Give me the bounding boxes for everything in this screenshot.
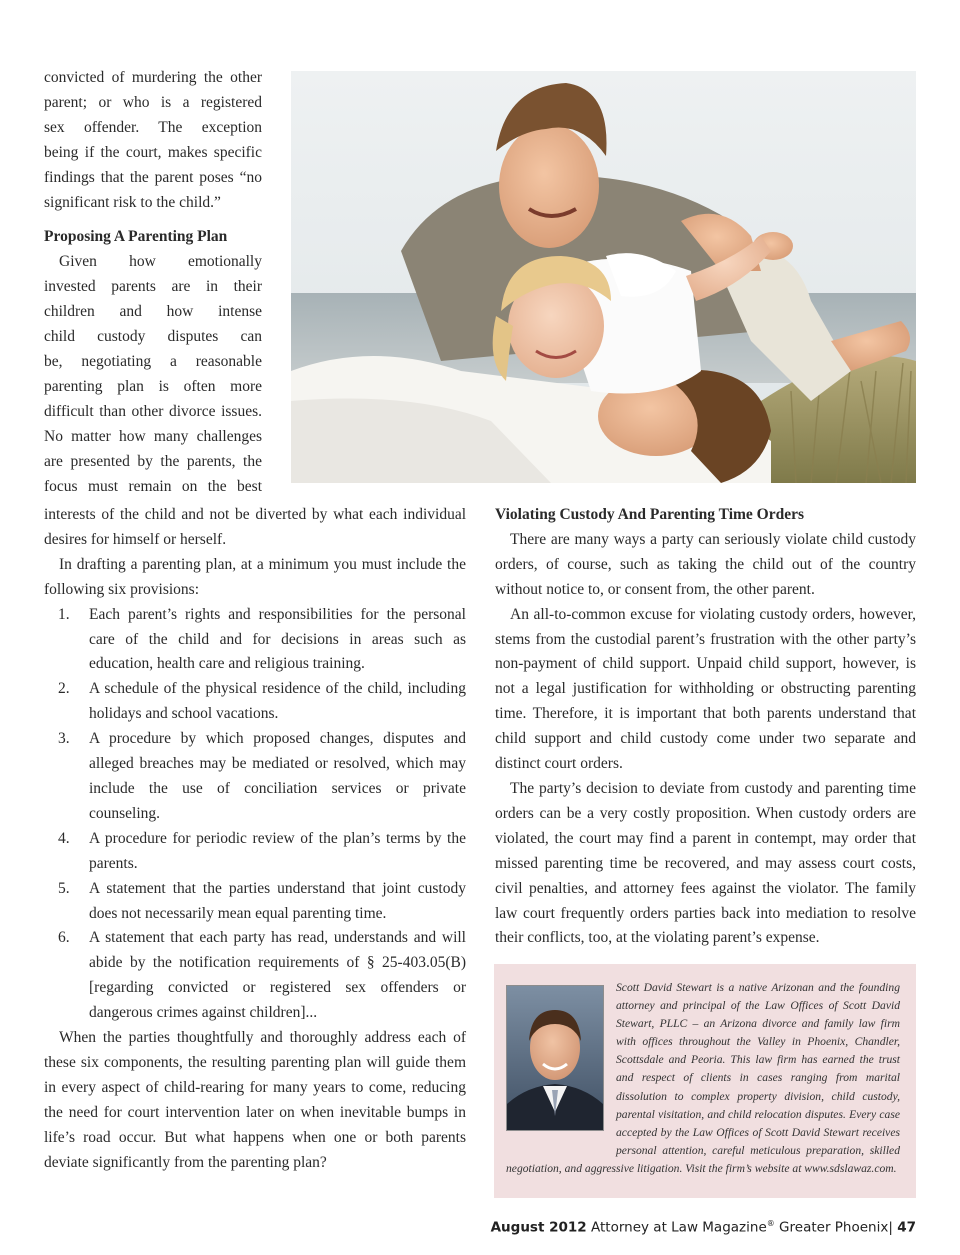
registered-mark: ® [766,1219,775,1228]
text-line: parent; or who is a registered [44,93,262,111]
continuation-paragraph: interests of the child and not be diverted by what each individual desires for himself or herself. [44,506,466,548]
family-photo-illustration [291,71,916,483]
parenting-plan-paragraph [44,250,262,499]
list-item [44,877,466,927]
text-line: No matter how many challenges [44,427,262,445]
text-line: focus must remain on the best [44,477,262,495]
page-number: 47 [897,1219,916,1236]
text-line: sex offender. The exception [44,118,262,136]
list-item [44,727,466,827]
provisions-list [44,603,466,1026]
list-text: A statement that the parties understand that joint custody does not necessarily mean equal parenting time. [89,879,466,922]
text-line: parenting plan is often more [44,377,262,395]
intro-paragraph [44,66,262,215]
section-heading: Violating Custody And Parenting Time Orders [495,506,805,523]
list-item [44,827,466,877]
list-text: A procedure for periodic review of the plan’s terms by the parents. [89,829,466,872]
text-line: difficult than other divorce issues. [44,402,262,420]
list-text: A statement that each party has read, understands and will abide by the notification requirements of § 25-403.05(B) [regarding convicted or registered sex offenders or dangerous crimes against children]... [89,929,466,1022]
issue-date: August 2012 [490,1219,587,1236]
list-text: A schedule of the physical residence of the child, including holidays and school vacations. [89,680,466,723]
family-photo [291,71,916,483]
drafting-paragraph: In drafting a parenting plan, at a minimum you must include the following six provisions: [44,555,466,598]
left-column-lower [44,503,466,1175]
list-number: 4. [58,829,70,847]
list-number: 5. [58,879,70,897]
closing-paragraph: When the parties thoughtfully and thoroughly address each of these six components, the resulting parenting plan will guide them in every aspect of child-rearing for many years to come, reducing the need for court intervention later on when inevitable bumps in life’s road occur. But what happens when one or both parents deviate significantly from the parenting plan? [44,1029,466,1171]
text-line: Given how emotionally [59,253,262,271]
list-text: Each parent’s rights and responsibilities for the personal care of the child and for decisions in areas such as education, health care and religious training. [89,605,466,673]
body-paragraph: There are many ways a party can seriously violate child custody orders, of course, such as taking the child out of the country without notice to, or consent from, the other parent. [495,530,916,598]
author-bio-box [494,964,916,1198]
text-line: convicted of murdering the other [44,69,262,86]
headshot-spacer [506,979,616,1143]
list-item [44,926,466,1026]
magazine-name: Attorney at Law Magazine [591,1219,767,1236]
body-paragraph: An all-to-common excuse for violating custody orders, however, stems from the custodial parent’s frustration with the other party’s non-payment of child support. Unpaid child support, however, is not a legal justification for withholding or obstructing parenting time. Therefore, it is important that both parents understand that child support and child custody come under two separate and distinct court orders. [495,605,916,773]
text-line: child custody disputes can [44,328,262,346]
list-number: 2. [58,680,70,698]
text-line: children and how intense [44,303,262,321]
text-line: invested parents are in their [44,278,262,296]
list-item [44,603,466,678]
list-text: A procedure by which proposed changes, disputes and alleged breaches may be mediated or resolved, which may include the use of conciliation services or private counseling. [89,730,466,822]
list-item [44,677,466,727]
list-number: 1. [58,605,70,623]
page-footer [491,1219,916,1236]
text-line: be, negotiating a reasonable [44,352,262,370]
right-column [495,503,916,951]
text-line: significant risk to the child.” [44,193,221,211]
list-number: 3. [58,730,70,748]
text-line: findings that the parent poses “no [44,168,262,186]
magazine-region: Greater Phoenix [779,1219,889,1236]
body-paragraph: The party’s decision to deviate from custody and parenting time orders can be a very costly proposition. When custody orders are violated, the court may find a parent in contempt, may order that missed parenting time be recovered, and may assess court costs, civil penalties, and attorney fees against the violator. The family law court frequently orders parties back into mediation to resolve their conflicts, too, at the violating parent’s expense. [495,779,916,947]
section-heading: Proposing A Parenting Plan [44,228,228,246]
author-bio-text [506,979,900,1178]
bio-paragraph: Scott David Stewart is a native Arizonan and the founding attorney and principal of the Law Offices of Scott David Stewart, PLLC – an Arizona divorce and family law firm with offices throughout the Valley in Phoenix, Chandler, Scottsdale and Peoria. This law firm has earned the trust and respect of clients in cases ranging from marital dissolution to complex property division, child custody, parental visitation, and child relocation disputes. Every case accepted by the Law Offices of Scott David Stewart receives personal attention, careful meticulous preparation, skilled negotiation, and aggressive litigation. Visit the firm’s website at www.sdslawaz.com. [506,981,900,1175]
text-line: are presented by the parents, the [44,452,262,470]
left-column-upper [44,66,262,499]
footer-separator: | [888,1219,893,1236]
list-number: 6. [58,929,70,947]
text-line: being if the court, makes specific [44,143,262,161]
